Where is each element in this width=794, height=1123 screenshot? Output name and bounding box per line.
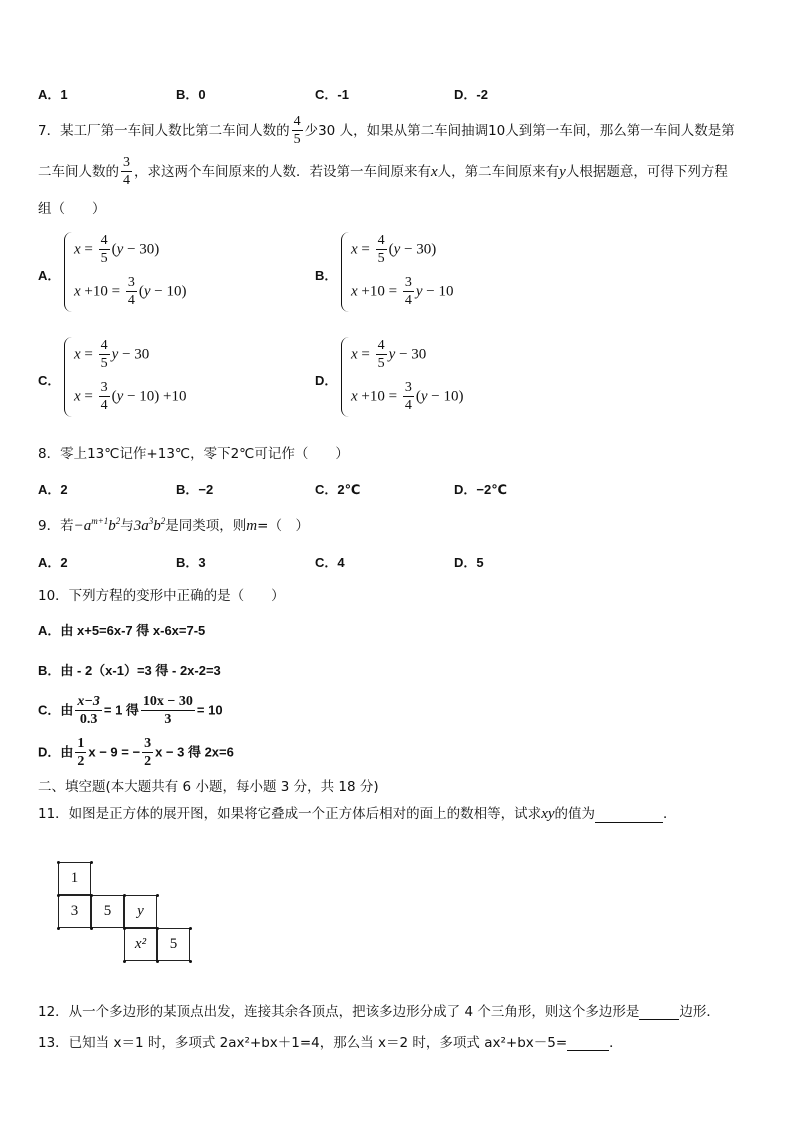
- net-vertex: [90, 927, 93, 930]
- net-vertex: [189, 927, 192, 930]
- q11-answer-blank[interactable]: [595, 822, 663, 823]
- net-vertex: [156, 894, 159, 897]
- q6-option-b: B．0: [176, 87, 206, 102]
- section-heading: 二、填空题(本大题共有 6 小题，每小题 3 分，共 18 分): [38, 779, 379, 795]
- q9-option-b: B．3: [176, 555, 206, 570]
- q7-stem-line3: 组（ ）: [38, 201, 106, 217]
- q8-option-d: D．−2℃: [454, 482, 507, 497]
- q7-c-eq1: x = $\frac{4}{5}$ y − 30: [74, 338, 150, 371]
- q10-stem: 10．下列方程的变形中正确的是（ ）: [38, 588, 285, 604]
- net-vertex: [156, 960, 159, 963]
- net-cell: 3: [58, 895, 91, 928]
- q8-option-a: A．2: [38, 482, 68, 497]
- q7-d-eq1: x = $\frac{4}{5}$ y − 30: [351, 338, 427, 371]
- net-vertex: [57, 861, 60, 864]
- q10-option-d: D．由 $\frac{1}{2}$ x − 9 = − $\frac{3}{2}$ x − 3 得 2x=6: [38, 736, 234, 769]
- q10-option-b: B．由 - 2（x-1）=3 得 - 2x-2=3: [38, 663, 221, 678]
- net-cell: y: [124, 895, 157, 928]
- q11-stem: 11．如图是正方体的展开图，如果将它叠成一个正方体后相对的面上的数相等，试求xy的值为 ．: [38, 806, 677, 822]
- net-cell: x²: [124, 928, 157, 961]
- q8-option-c: C．2℃: [315, 482, 361, 497]
- net-vertex: [90, 894, 93, 897]
- net-vertex: [123, 927, 126, 930]
- q13-stem: 13．已知当 x＝1 时，多项式 2ax²+bx＋1=4，那么当 x＝2 时，多项式 ax²+bx－5= ．: [38, 1035, 623, 1051]
- q6-option-d: D．-2: [454, 87, 488, 102]
- q8-option-b: B．−2: [176, 482, 214, 497]
- net-vertex: [189, 960, 192, 963]
- net-vertex: [57, 927, 60, 930]
- q7-option-a-label: A．: [38, 268, 61, 283]
- q12-answer-blank[interactable]: [639, 1019, 679, 1020]
- q7-d-brace: [341, 337, 350, 417]
- q7-stem-line1: 7．某工厂第一车间人数比第二车间人数的 $\frac{4}{5}$ 少30 人，如果从第二车间抽调10人到第一车间，那么第一车间人数是第: [38, 114, 735, 147]
- q6-option-a: A．1: [38, 87, 68, 102]
- q6-option-c: C．-1: [315, 87, 349, 102]
- q10-option-c: C．由 $\frac{x-3}{0.3}$ = 1 得 $\frac{10x - 30}{3}$ = 10: [38, 694, 223, 727]
- q7-a-eq1: x = $\frac{4}{5}$ (y − 30): [74, 233, 160, 266]
- net-vertex: [123, 960, 126, 963]
- q7-c-eq2: x = $\frac{3}{4}$ (y − 10) +10: [74, 380, 187, 413]
- q12-stem: 12．从一个多边形的某顶点出发，连接其余各顶点，把该多边形分成了 4 个三角形，则这个多边形是 边形．: [38, 1004, 720, 1020]
- q8-stem: 8．零上13℃记作+13℃，零下2℃可记作（ ）: [38, 446, 349, 462]
- q13-answer-blank[interactable]: [567, 1050, 609, 1051]
- q7-c-brace: [64, 337, 73, 417]
- net-cell: 5: [157, 928, 190, 961]
- net-vertex: [156, 927, 159, 930]
- q7-b-eq1: x = $\frac{4}{5}$ (y − 30): [351, 233, 437, 266]
- q7-stem-line2: 二车间人数的 $\frac{3}{4}$ ，求这两个车间原来的人数．若设第一车间原来有x人，第二车间原来有y人根据题意，可得下列方程: [38, 155, 728, 188]
- q7-b-brace: [341, 232, 350, 312]
- q9-stem: 9．若$-a^{m+1}b^2$与$3a^3b^2$是同类项，则m=（ ）: [38, 516, 309, 534]
- net-vertex: [90, 861, 93, 864]
- net-cell: 1: [58, 862, 91, 895]
- q7-a-eq2: x +10 = $\frac{3}{4}$ (y − 10): [74, 275, 187, 308]
- q7-option-c-label: C．: [38, 373, 61, 388]
- q7-d-eq2: x +10 = $\frac{3}{4}$ (y − 10): [351, 380, 464, 413]
- q7-option-b-label: B．: [315, 268, 338, 283]
- net-vertex: [57, 894, 60, 897]
- net-cell: 5: [91, 895, 124, 928]
- q7-b-eq2: x +10 = $\frac{3}{4}$ y − 10: [351, 275, 454, 308]
- net-vertex: [123, 894, 126, 897]
- q7-a-brace: [64, 232, 73, 312]
- q7-option-d-label: D．: [315, 373, 338, 388]
- q10-option-a: A．由 x+5=6x-7 得 x-6x=7-5: [38, 623, 206, 638]
- q9-option-c: C．4: [315, 555, 345, 570]
- q9-option-a: A．2: [38, 555, 68, 570]
- q9-option-d: D．5: [454, 555, 484, 570]
